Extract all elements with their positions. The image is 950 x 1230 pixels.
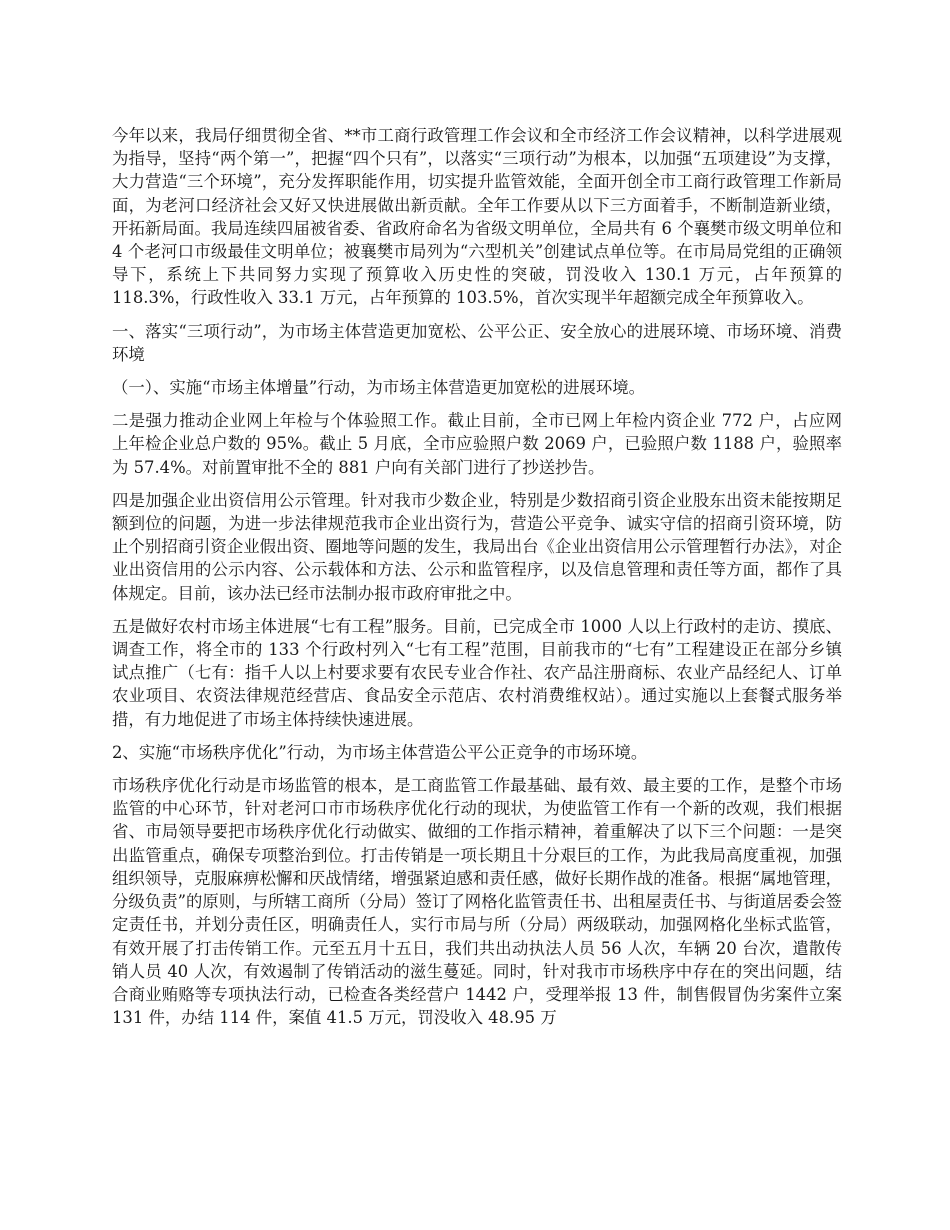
paragraph-capital-credit: 四是加强企业出资信用公示管理。针对我市少数企业，特别是少数招商引资企业股东出资未能按期足额到位的问题，为进一步法律规范我市企业出资行为，营造公平竞争、诚实守信的招商引资环境，防止个别招商引资企业假出资、圈地等问题的发生，我局出台《企业出资信用公示管理暂行办法》，对企业出资信用的公示内容、公示载体和方法、公示和监管程序，以及信息管理和责任等方面，都作了具体规定。目前，该办法已经市法制办报市政府审批之中。 xyxy=(112,490,842,603)
paragraph-market-order: 市场秩序优化行动是市场监管的根本，是工商监管工作最基础、最有效、最主要的工作，是整个市场监管的中心环节，针对老河口市市场秩序优化行动的现状，为使监管工作有一个新的改观，我们根据省、市局领导要把市场秩序优化行动做实、做细的工作指示精神，着重解决了以下三个问题：一是突出监管重点，确保专项整治到位。打击传销是一项长期且十分艰巨的工作，为此我局高度重视，加强组织领导，克服麻痹松懈和厌战情绪，增强紧迫感和责任感，做好长期作战的准备。根据“属地管理，分级负责”的原则，与所辖工商所（分局）签订了网格化监管责任书、出租屋责任书、与街道居委会签定责任书，并划分责任区，明确责任人，实行市局与所（分局）两级联动，加强网格化坐标式监管，有效开展了打击传销工作。元至五月十五日，我们共出动执法人员 56 人次，车辆 20 台次，遣散传销人员 40 人次，有效遏制了传销活动的滋生蔓延。同时，针对我市市场秩序中存在的突出问题，结合商业贿赂等专项执法行动，已检查各类经营户 1442 户，受理举报 13 件，制售假冒伪劣案件立案 131 件，办结 114 件，案值 41.5 万元，罚没收入 48.95 万 xyxy=(112,776,842,1028)
subsection-heading-1: （一）、实施“市场主体增量”行动，为市场主体营造更加宽松的进展环境。 xyxy=(112,378,646,398)
section-heading-1: 一、落实“三项行动”，为市场主体营造更加宽松、公平公正、安全放心的进展环境、市场环境、消费环境 xyxy=(112,321,842,364)
document-body xyxy=(112,124,842,1039)
paragraph-annual-inspection: 二是强力推动企业网上年检与个体验照工作。截止目前，全市已网上年检内资企业 772 户，占应网上年检企业总户数的 95%。截止 5 月底，全市应验照户数 2069 户，已验照户数 1188 户，验照率为 57.4%。对前置审批不全的 881 户向有关部门进行了抄送抄告。 xyxy=(112,411,842,477)
paragraph-seven-haves: 五是做好农村市场主体进展“七有工程”服务。目前，已完成全市 1000 人以上行政村的走访、摸底、调查工作，将全市的 133 个行政村列入“七有工程”范围，目前我市的“七有”工程建设正在部分乡镇试点推广（七有：指千人以上村要求要有农民专业合作社、农产品注册商标、农业产品经纪人、订单农业项目、农资法律规范经营店、食品安全示范店、农村消费维权站）。通过实施以上套餐式服务举措，有力地促进了市场主体持续快速进展。 xyxy=(112,616,842,729)
intro-paragraph: 今年以来，我局仔细贯彻全省、**市工商行政管理工作会议和全市经济工作会议精神，以科学进展观为指导，坚持“两个第一”，把握“四个只有”，以落实“三项行动”为根本，以加强“五项建设”为支撑，大力营造“三个环境”，充分发挥职能作用，切实提升监管效能，全面开创全市工商行政管理工作新局面，为老河口经济社会又好又快进展做出新贡献。全年工作要从以下三方面着手，不断制造新业绩，开拓新局面。我局连续四届被省委、省政府命名为省级文明单位，全局共有 6 个襄樊市级文明单位和 4 个老河口市级最佳文明单位；被襄樊市局列为“六型机关”创建试点单位等。在市局局党组的正确领导下，系统上下共同努力实现了预算收入历史性的突破，罚没收入 130.1 万元，占年预算的 118.3%，行政性收入 33.1 万元，占年预算的 103.5%，首次实现半年超额完成全年预算收入。 xyxy=(112,126,842,308)
subsection-heading-2: 2、实施“市场秩序优化”行动，为市场主体营造公平公正竞争的市场环境。 xyxy=(112,742,648,762)
